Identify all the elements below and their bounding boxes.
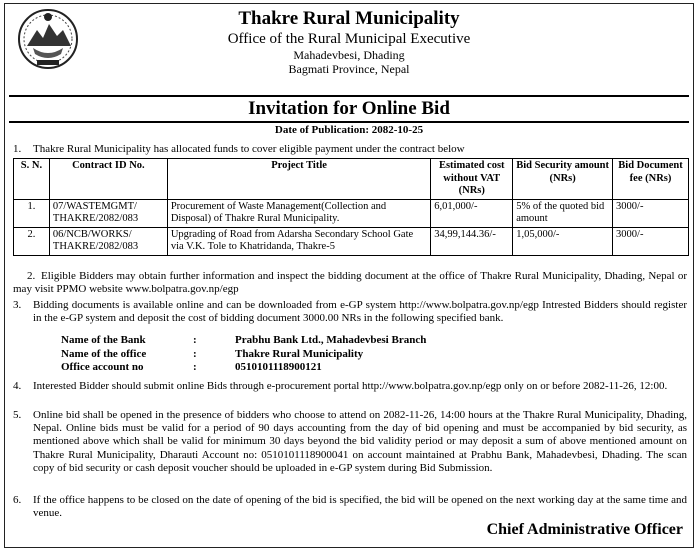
col-contract-id: Contract ID No.	[49, 159, 167, 200]
paragraph-number: 3.	[13, 299, 22, 311]
col-estimated-cost: Estimated cost without VAT (NRs)	[431, 159, 513, 200]
title-banner	[9, 95, 689, 123]
col-bid-security: Bid Security amount (NRs)	[513, 159, 613, 200]
colon: :	[193, 347, 197, 360]
letterhead	[5, 8, 693, 76]
col-project-title: Project Title	[167, 159, 430, 200]
colon: :	[193, 361, 197, 373]
notice-title: Invitation for Online Bid	[248, 98, 450, 119]
cell-estimated-cost: 34,99,144.36/-	[431, 227, 513, 255]
account-label: Office account no	[61, 361, 144, 373]
signature-title: Chief Administrative Officer	[486, 521, 683, 538]
contract-table	[13, 158, 689, 256]
address-line-1: Mahadevbesi, Dhading	[293, 48, 405, 62]
paragraph-number: 5.	[13, 409, 22, 421]
cell-bid-security: 1,05,000/-	[513, 227, 613, 255]
cell-contract-id: 07/WASTEMGMT/ THAKRE/2082/083	[49, 199, 167, 227]
publication-date: Date of Publication: 2082-10-25	[274, 124, 424, 136]
cell-project-title: Procurement of Waste Management(Collection and Disposal) of Thakre Rural Municipality.	[167, 199, 430, 227]
paragraph-number: 1.	[13, 143, 22, 155]
table-row	[14, 199, 689, 227]
bank-row	[61, 348, 426, 362]
bank-name-label: Name of the Bank	[61, 334, 146, 346]
paragraph-3	[13, 299, 687, 325]
paragraph-text: Eligible Bidders may obtain further information and inspect the bidding document at the office of Thakre Rural Municipality, Dhading, Nepal or may visit PPMO website www.bolpatra.gov.np/egp	[13, 270, 687, 296]
municipality-name: Thakre Rural Municipality	[238, 8, 460, 29]
office-name: Office of the Rural Municipal Executive	[227, 31, 471, 47]
office-name-value: Thakre Rural Municipality	[235, 347, 364, 360]
paragraph-number: 2.	[27, 270, 36, 282]
colon: :	[193, 334, 197, 346]
col-document-fee: Bid Document fee (NRs)	[613, 159, 689, 200]
address-line-2: Bagmati Province, Nepal	[288, 62, 410, 76]
paragraph-1	[13, 143, 687, 156]
paragraph-2	[13, 270, 687, 296]
bank-row	[61, 334, 426, 348]
notice-page	[4, 3, 694, 548]
paragraph-text: Online bid shall be opened in the presence of bidders who choose to attend on 2082-11-26, 14:00 hours at the Thakre Rural Municipality, Dhading, Nepal. Online bids must be valid for a period of 90 days accounting from the day of bid opening and must be accompanied by bid security, as mentioned above which shall be valid for minimum 30 days beyond the bid validity period or may deposit a sum of above mentioned amount on Thakre Rural Municipality, Dharauti Account no: 0510101118900041 on account maintained at Prabhu Bank, Mahadevbesi, Dhading. The scan copy of bid security or cash deposit voucher should be uploaded in e-GP system during Bid Submission.	[33, 409, 687, 474]
paragraph-text: Interested Bidder should submit online Bids through e-procurement portal http://www.bolpatra.gov.np/egp only on or before 2082-11-26, 12:00.	[33, 380, 668, 392]
bank-row	[61, 361, 426, 375]
office-name-label: Name of the office	[61, 347, 147, 360]
cell-sn: 1.	[14, 199, 50, 227]
paragraph-number: 6.	[13, 494, 22, 506]
paragraph-text: Thakre Rural Municipality has allocated funds to cover eligible payment under the contract below	[33, 143, 465, 155]
paragraph-5	[13, 409, 687, 475]
paragraph-6	[13, 494, 687, 520]
cell-document-fee: 3000/-	[613, 227, 689, 255]
cell-sn: 2.	[14, 227, 50, 255]
cell-contract-id: 06/NCB/WORKS/ THAKRE/2082/083	[49, 227, 167, 255]
cell-estimated-cost: 6,01,000/-	[431, 199, 513, 227]
table-row	[14, 227, 689, 255]
bank-name-value: Prabhu Bank Ltd., Mahadevbesi Branch	[235, 334, 427, 346]
cell-project-title: Upgrading of Road from Adarsha Secondary School Gate via V.K. Tole to Khatridanda, Thakre-5	[167, 227, 430, 255]
account-value: 0510101118900121	[235, 361, 322, 373]
cell-document-fee: 3000/-	[613, 199, 689, 227]
paragraph-number: 4.	[13, 380, 22, 392]
paragraph-4	[13, 380, 687, 393]
paragraph-text: If the office happens to be closed on the date of opening of the bid is specified, the bid will be opened on the next working day at the same time and venue.	[33, 494, 687, 520]
bank-details	[61, 334, 426, 375]
col-sn: S. N.	[14, 159, 50, 200]
cell-bid-security: 5% of the quoted bid amount	[513, 199, 613, 227]
table-header-row	[14, 159, 689, 200]
paragraph-text: Bidding documents is available online and can be downloaded from e-GP system http://www.bolpatra.gov.np/egp Intrested Bidders should register in the e-GP system and deposit the cost of bidding document 3000.00 NRs in the following specified bank.	[33, 299, 687, 325]
